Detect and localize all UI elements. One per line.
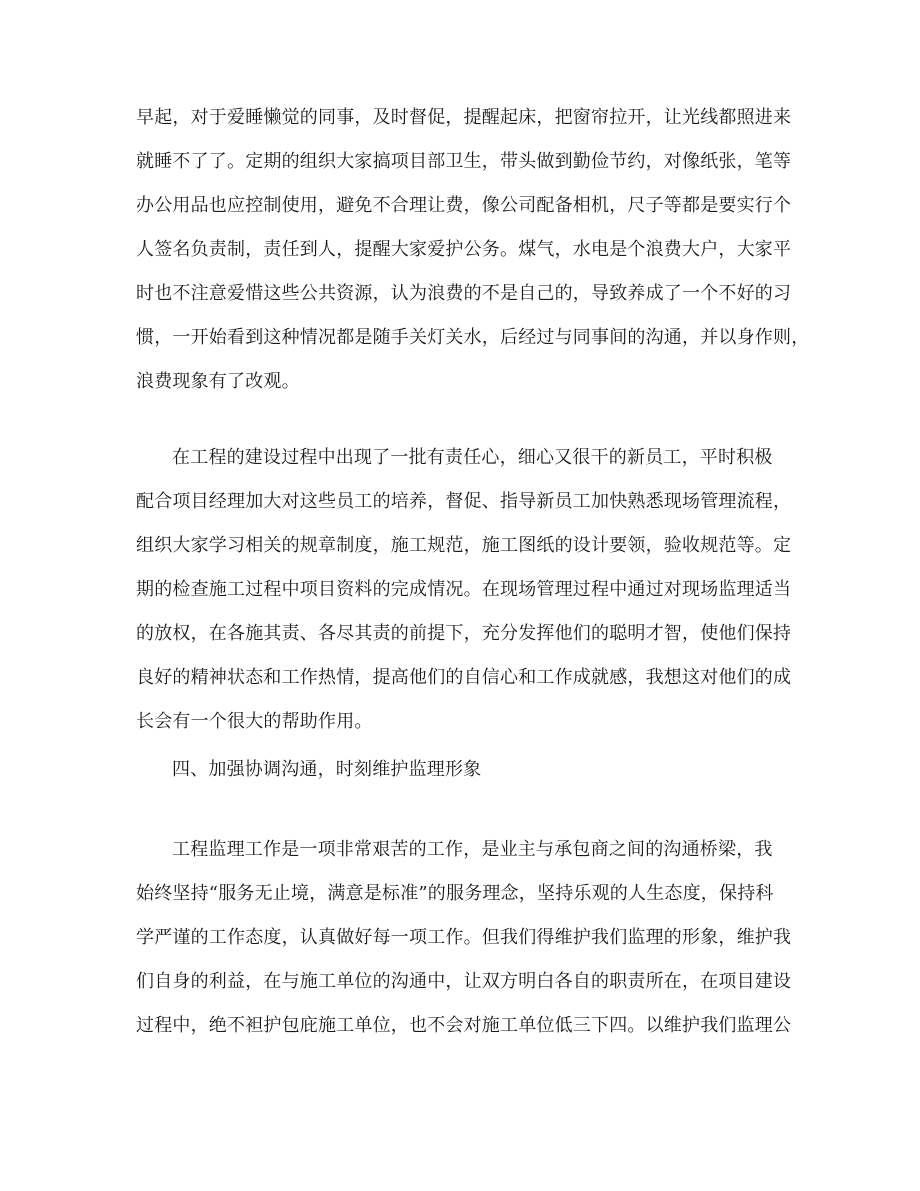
paragraph-1-line-3: 办公用品也应控制使用，避免不合理让费，像公司配备相机，尺子等都是要实行个 — [136, 195, 792, 216]
section-heading-4: 四、加强协调沟通，时刻维护监理形象 — [172, 759, 482, 780]
paragraph-2-line-1: 在工程的建设过程中出现了一批有责任心，细心又很干的新员工，平时积极 — [172, 447, 773, 468]
paragraph-2-line-5: 的放权，在各施其责、各尽其责的前提下，充分发挥他们的聪明才智，使他们保持 — [136, 623, 792, 644]
paragraph-1-line-7: 浪费现象有了改观。 — [136, 371, 300, 392]
paragraph-1-line-1: 早起，对于爱睡懒觉的同事，及时督促，提醒起床，把窗帘拉开，让光线都照进来 — [136, 107, 792, 128]
paragraph-1-line-5: 时也不注意爱惜这些公共资源，认为浪费的不是自己的，导致养成了一个不好的习 — [136, 283, 792, 304]
paragraph-2-line-2: 配合项目经理加大对这些员工的培养，督促、指导新员工加快熟悉现场管理流程， — [136, 491, 792, 512]
paragraph-1-line-6: 惯，一开始看到这种情况都是随手关灯关水，后经过与同事间的沟通，并以身作则， — [136, 327, 810, 348]
paragraph-2-line-3: 组织大家学习相关的规章制度，施工规范，施工图纸的设计要领，验收规范等。定 — [136, 535, 792, 556]
paragraph-3-line-2: 始终坚持“服务无止境，满意是标准”的服务理念，坚持乐观的人生态度，保持科 — [136, 883, 774, 904]
paragraph-3-line-5: 过程中，绝不袒护包庇施工单位，也不会对施工单位低三下四。以维护我们监理公 — [136, 1015, 792, 1036]
paragraph-3-line-4: 们自身的利益，在与施工单位的沟通中，让双方明白各自的职责所在，在项目建设 — [136, 971, 792, 992]
paragraph-3-line-1: 工程监理工作是一项非常艰苦的工作，是业主与承包商之间的沟通桥梁，我 — [172, 839, 773, 860]
paragraph-1-line-4: 人签名负责制，责任到人，提醒大家爱护公务。煤气，水电是个浪费大户，大家平 — [136, 239, 792, 260]
paragraph-2-line-6: 良好的精神状态和工作热情，提高他们的自信心和工作成就感，我想这对他们的成 — [136, 667, 792, 688]
paragraph-2-line-4: 期的检查施工过程中项目资料的完成情况。在现场管理过程中通过对现场监理适当 — [136, 579, 792, 600]
paragraph-2-line-7: 长会有一个很大的帮助作用。 — [136, 711, 373, 732]
paragraph-3-line-3: 学严谨的工作态度，认真做好每一项工作。但我们得维护我们监理的形象，维护我 — [136, 927, 792, 948]
paragraph-1-line-2: 就睡不了了。定期的组织大家搞项目部卫生，带头做到勤俭节约，对像纸张，笔等 — [136, 151, 792, 172]
